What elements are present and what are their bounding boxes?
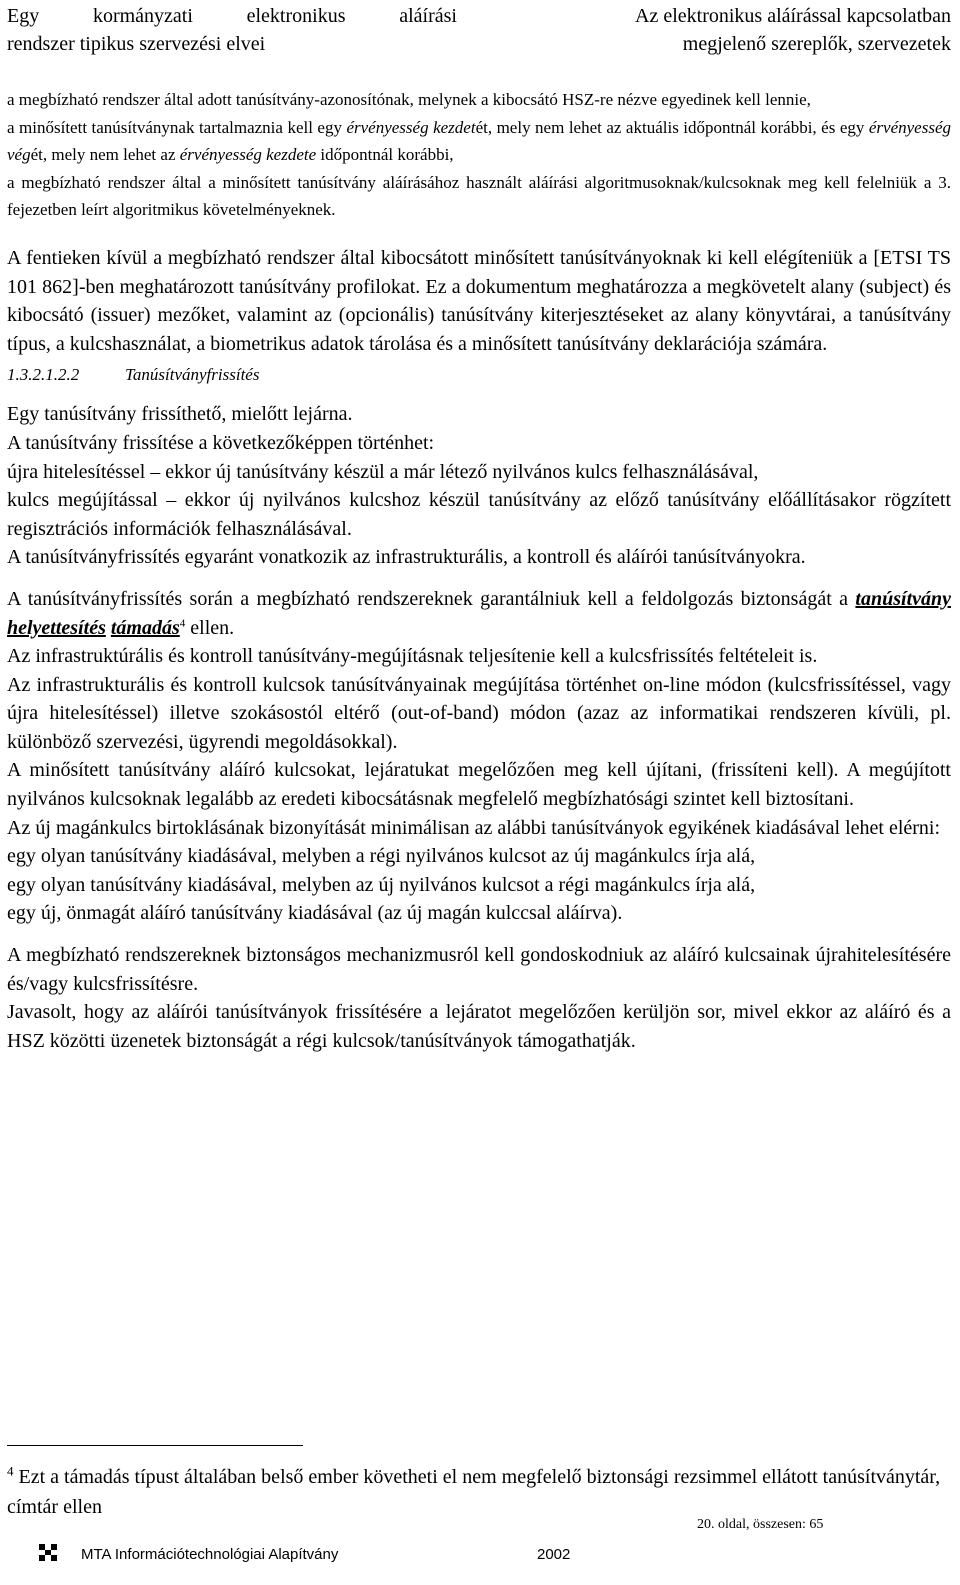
header-left-line1 <box>7 2 457 30</box>
header-left <box>7 2 457 58</box>
header-right-line1: Az elektronikus aláírással kapcsolatban <box>635 5 951 27</box>
paragraph-security: A tanúsítványfrissítés során a megbízható rendszereknek garantálniuk kell a feldolgozás biztonságát a tanúsítvány helyettesítés támadás$^4$ ellen. <box>7 587 951 639</box>
paragraph: A tanúsítványfrissítés egyaránt vonatkozik az infrastrukturális, a kontroll és aláírói tanúsítványokra. <box>7 546 806 569</box>
paragraph-profiles: A fentieken kívül a megbízható rendszer által kibocsátott minősített tanúsítványoknak ki kell elégíteniük a [ETSI TS 101 862]-ben meghatározott tanúsítvány profilokat. Ez a dokumentum meghatározza a megkövetelt alany (subject) és kibocsátó (issuer) mezőket, valamint az (opcionális) tanúsítvány kiterjesztéseket az alany könyvtárai, a tanúsítvány típus, a kulcshasználat, a biometrikus adatok tárolása és a minősített tanúsítvány deklarációja számára. <box>7 246 951 355</box>
list-item: újra hitelesítéssel – ekkor új tanúsítvány készül a már létező nyilvános kulcs felhasználásával, <box>7 460 759 483</box>
document-page <box>7 0 951 1585</box>
footnote-divider <box>7 1445 303 1446</box>
list-item: egy olyan tanúsítvány kiadásával, melyben az új nyilvános kulcsot a régi magánkulcs írja alá, <box>7 873 756 896</box>
paragraph: A megbízható rendszereknek biztonságos mechanizmusról kell gondoskodniuk az aláíró kulcsainak újrahitelesítésére és/vagy kulcsfrissítésre. <box>7 944 951 995</box>
header-right <box>541 2 951 58</box>
term-link: támadás <box>110 616 180 639</box>
page-number: 20. oldal, összesen: 65 <box>697 1517 824 1532</box>
paragraph: Egy tanúsítvány frissíthető, mielőtt lejárna. <box>7 403 353 426</box>
section-heading <box>7 362 951 388</box>
paragraph: Az infrastruktúrális és kontroll tanúsítvány-megújításnak teljesítenie kell a kulcsfrissítés feltételeit is. <box>7 645 818 668</box>
list-item: kulcs megújítással – ekkor új nyilvános kulcshoz készül tanúsítvány az előző tanúsítvány előállításakor rögzített regisztrációs információk felhasználásával. <box>7 489 951 540</box>
header-word: aláírási <box>399 5 457 27</box>
section-title: Tanúsítványfrissítés <box>125 365 260 385</box>
footer-year: 2002 <box>537 1546 571 1563</box>
header-word: kormányzati <box>92 5 193 27</box>
section-number: 1.3.2.1.2.2 <box>7 365 80 385</box>
footnote-number: 4 <box>7 1463 14 1479</box>
list-item: egy új, önmagát aláíró tanúsítvány kiadásával (az új magán kulccsal aláírva). <box>7 902 623 925</box>
document-body <box>7 86 951 1055</box>
paragraph: A minősített tanúsítvány aláíró kulcsokat, lejáratukat megelőzően meg kell újítani, (frissíteni kell). A megújított nyilvános kulcsoknak legalább az eredeti kibocsátásnak megfelelő megbízhatósági szintet kell biztosítani. <box>7 759 951 811</box>
list-item: a megbízható rendszer által a minősített tanúsítvány aláírásához használt aláírási algoritmusoknak/kulcsoknak meg kell felelniük a 3. fejezetben leírt algoritmikus követelményeknek. <box>7 172 951 220</box>
footnote-text: Ezt a támadás típust általában belső ember követheti el nem megfelelő biztonsági rezsimmel ellátott tanúsítványtár, címtár ellen <box>7 1466 941 1518</box>
footnote-ref: 4 <box>179 616 186 629</box>
paragraph: Az új magánkulcs birtoklásának bizonyítását minimálisan az alábbi tanúsítványok egyikének kiadásával lehet elérni: <box>7 816 941 839</box>
header-word: Egy <box>7 5 40 27</box>
list-item: a minősített tanúsítványnak tartalmaznia kell egy érvényesség kezdetét, mely nem lehet az aktuális időpontnál korábbi, és egy érvényesség végét, mely nem lehet az érvényesség kezdete időpontnál korábbi, <box>7 117 951 165</box>
paragraph: Az infrastrukturális és kontroll kulcsok tanúsítványainak megújítása történhet on-line módon (kulcsfrissítéssel, vagy újra hitelesítéssel) illetve szokásostól eltérő (out-of-band) módon (azaz az informatikai rendszeren kívüli, pl. különböző szervezési, ügyrendi megoldásokkal). <box>7 673 951 753</box>
mta-logo-icon <box>37 1541 59 1563</box>
paragraph: Javasolt, hogy az aláírói tanúsítványok frissítésére a lejáratot megelőzően kerüljön sor, mivel ekkor az aláíró és a HSZ közötti üzenetek biztonságát a régi kulcsok/tanúsítványok támogathatják. <box>7 1001 951 1052</box>
footnote <box>7 1462 951 1522</box>
footer-organization: MTA Információtechnológiai Alapítvány <box>81 1546 339 1563</box>
list-item: a megbízható rendszer által adott tanúsítvány-azonosítónak, melynek a kibocsátó HSZ-re nézve egyedinek kell lennie, <box>7 90 811 109</box>
list-item: egy olyan tanúsítvány kiadásával, melyben a régi nyilvános kulcsot az új magánkulcs írja alá, <box>7 845 756 868</box>
header-right-line2: megjelenő szereplők, szervezetek <box>682 33 951 55</box>
paragraph: A tanúsítvány frissítése a következőképpen történhet: <box>7 431 435 454</box>
header-word: elektronikus <box>246 5 346 27</box>
term-link: tanúsítvány helyettesítés <box>7 587 951 639</box>
header-left-line2: rendszer tipikus szervezési elvei <box>7 33 266 55</box>
